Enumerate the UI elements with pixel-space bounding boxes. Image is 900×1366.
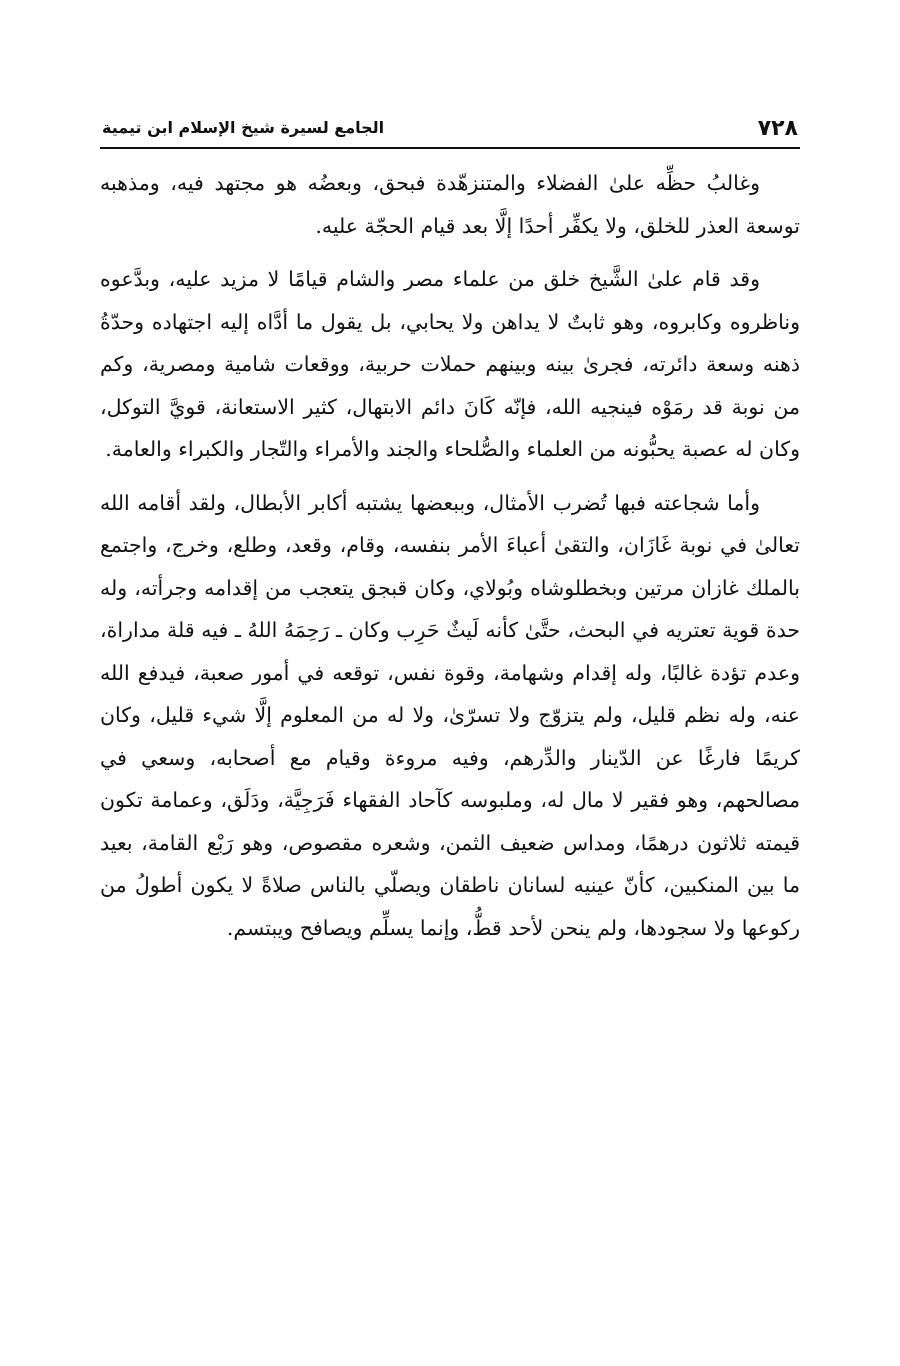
page-body	[100, 162, 800, 960]
page-header	[100, 112, 800, 150]
running-book-title: الجامع لسيرة شيخ الإسلام ابن تيمية	[102, 118, 385, 137]
paragraph-3: وأما شجاعته فبها تُضرب الأمثال، وببعضها يشتبه أكابر الأبطال، ولقد أقامه الله تعالىٰ في نوبة غَازَان، والتقىٰ أعباءَ الأمر بنفسه، وقام، وقعد، وطلع، وخرج، واجتمع بالملك غازان مرتين وبخطلوشاه وبُولاي، وكان قبجق يتعجب من إقدامه وجرأته، وله حدة قوية تعتريه في البحث، حتَّىٰ كأنه لَيثٌ حَرِب وكان ـ رَحِمَهُ اللهُ ـ فيه قلة مداراة، وعدم تؤدة غالبًا، وله إقدام وشهامة، وقوة نفس، توقعه في أمور صعبة، فيدفع الله عنه، وله نظم قليل، ولم يتزوّج ولا تسرّىٰ، ولا له من المعلوم إلَّا شيء قليل، وكان كريمًا فارغًا عن الدّينار والدِّرهم، وفيه مروءة وقيام مع أصحابه، وسعي في مصالحهم، وهو فقير لا مال له، وملبوسه كآحاد الفقهاء فَرَجِيَّة، ودَلَق، وعمامة تكون قيمته ثلاثون درهمًا، ومداس ضعيف الثمن، وشعره مقصوص، وهو رَبْع القامة، بعيد ما بين المنكبين، كأنّ عينيه لسانان ناطقان ويصلّي بالناس صلاةً لا يكون أطولُ من ركوعها ولا سجودها، ولم ينحن لأحد قطُّ، وإنما يسلِّم ويصافح ويبتسم.	[100, 490, 800, 940]
paragraph-1: وغالبُ حظِّه علىٰ الفضلاء والمتنزهّدة فبحق، وبعضُه هو مجتهد فيه، ومذهبه توسعة العذر للخلق، ولا يكفِّر أحدًا إلَّا بعد قيام الحجّة عليه.	[100, 171, 800, 238]
header-divider	[100, 147, 800, 149]
page-number: ٧٢٨	[757, 116, 798, 141]
paragraph-2: وقد قام علىٰ الشَّيخ خلق من علماء مصر والشام قيامًا لا مزيد عليه، وبدَّعوه وناظروه وكابروه، وهو ثابتٌ لا يداهن ولا يحابي، بل يقول ما أدَّاه إليه اجتهاده وحدّةُ ذهنه وسعة دائرته، فجرىٰ بينه وبينهم حملات حربية، ووقعات شامية ومصرية، وكم من نوبة قد رمَوْه فينجيه الله، فإنّه كَانَ دائم الابتهال، كثير الاستعانة، قويَّ التوكل، وكان له عصبة يحبُّونه من العلماء والصُّلحاء والجند والأمراء والتّجار والكبراء والعامة.	[100, 267, 800, 461]
